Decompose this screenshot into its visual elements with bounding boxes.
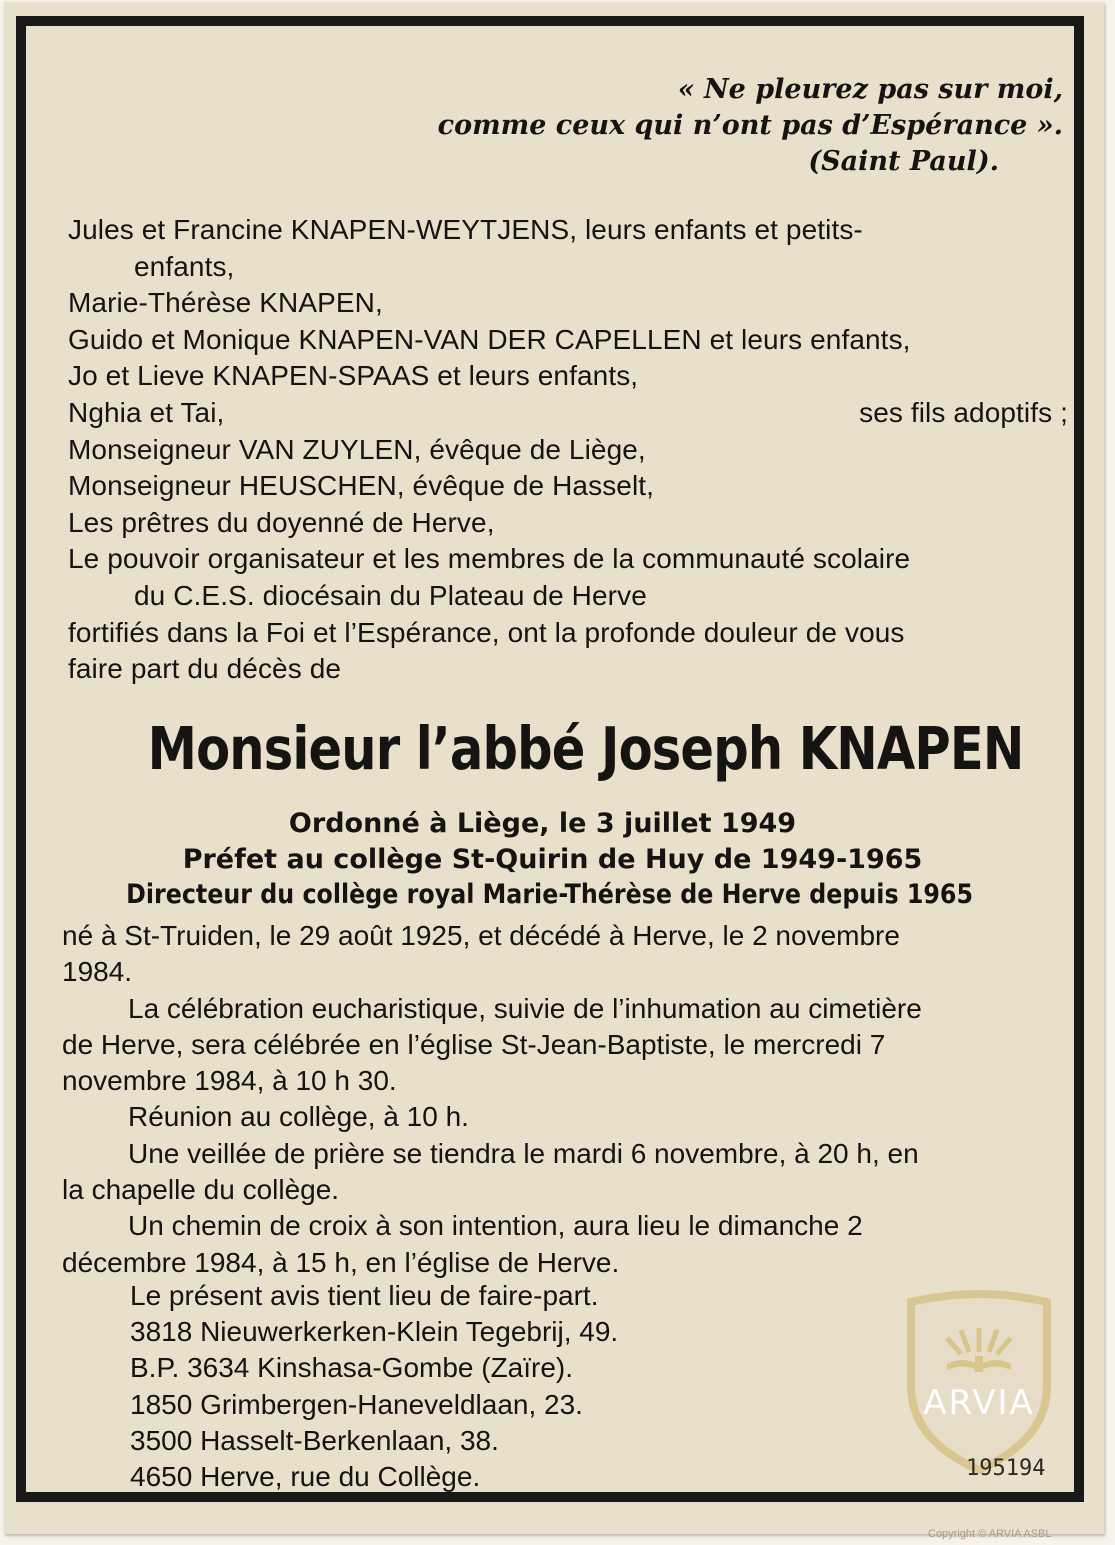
adopted-sons-label: ses fils adoptifs ;: [859, 396, 1068, 428]
family-line: Monseigneur VAN ZUYLEN, évêque de Liège,: [68, 433, 646, 465]
title-ordination: Ordonné à Liège, le 3 juillet 1949: [288, 808, 797, 839]
detail-line: Un chemin de croix à son intention, aura lieu le dimanche 2: [128, 1210, 863, 1242]
family-line: Guido et Monique KNAPEN-VAN DER CAPELLEN et leurs enfants,: [68, 323, 911, 355]
family-line: Les prêtres du doyenné de Herve,: [68, 506, 495, 538]
quote-line-2: comme ceux qui n’ont pas d’Espérance ».: [437, 110, 1063, 141]
address-line: B.P. 3634 Kinshasa-Gombe (Zaïre).: [130, 1352, 574, 1384]
address-list: [130, 1278, 618, 1495]
address-line: 4650 Herve, rue du Collège.: [130, 1461, 481, 1493]
address-line: Le présent avis tient lieu de faire-part.: [130, 1280, 599, 1311]
quote-line-1: « Ne pleurez pas sur moi,: [677, 74, 1063, 105]
detail-line: 1984.: [62, 956, 133, 988]
address-line: 3500 Hasselt-Berkenlaan, 38.: [130, 1424, 499, 1456]
arvia-logo-icon: [903, 1290, 1055, 1474]
address-line: 1850 Grimbergen-Haneveldlaan, 23.: [130, 1388, 583, 1420]
family-list: [68, 212, 1068, 688]
adopted-sons-names: Nghia et Tai,: [68, 396, 225, 428]
epigraph-quote: [438, 72, 1063, 180]
detail-line: la chapelle du collège.: [62, 1174, 340, 1206]
detail-line: La célébration eucharistique, suivie de l’inhumation au cimetière: [128, 992, 922, 1024]
title-director: Directeur du collège royal Marie-Thérèse de Herve depuis 1965: [126, 879, 974, 910]
title-prefect: Préfet au collège St-Quirin de Huy de 1949-1965: [182, 843, 923, 875]
announcement-line: faire part du décès de: [68, 653, 342, 685]
detail-line: Réunion au collège, à 10 h.: [128, 1101, 469, 1133]
family-line: enfants,: [134, 250, 235, 282]
arvia-logo-text: ARVIA: [923, 1383, 1035, 1423]
family-line: Le pouvoir organisateur et les membres de la communauté scolaire: [68, 543, 911, 575]
family-line: [68, 395, 1068, 432]
detail-line: né à St-Truiden, le 29 août 1925, et décédé à Herve, le 2 novembre: [62, 920, 900, 951]
deceased-name: Monsieur l’abbé Joseph KNAPEN: [147, 714, 1024, 783]
reference-number: 195194: [966, 1456, 1046, 1481]
detail-line: Une veillée de prière se tiendra le mardi 6 novembre, à 20 h, en: [128, 1137, 919, 1169]
family-line: Monseigneur HEUSCHEN, évêque de Hasselt,: [68, 470, 655, 502]
family-line: du C.E.S. diocésain du Plateau de Herve: [134, 579, 647, 611]
funeral-details: [62, 918, 1072, 1281]
detail-line: novembre 1984, à 10 h 30.: [62, 1065, 397, 1097]
quote-attribution: (Saint Paul).: [808, 146, 999, 177]
detail-line: de Herve, sera célébrée en l’église St-Jean-Baptiste, le mercredi 7: [62, 1028, 886, 1060]
family-line: Jules et Francine KNAPEN-WEYTJENS, leurs enfants et petits-: [68, 214, 863, 245]
deceased-titles: [0, 806, 1115, 913]
family-line: Jo et Lieve KNAPEN-SPAAS et leurs enfants,: [68, 360, 639, 392]
announcement-line: fortifiés dans la Foi et l’Espérance, ont la profonde douleur de vous: [68, 616, 905, 648]
address-line: 3818 Nieuwerkerken-Klein Tegebrij, 49.: [130, 1316, 619, 1348]
family-line: Marie-Thérèse KNAPEN,: [68, 287, 383, 319]
copyright-watermark: Copyright © ARVIA ASBL: [928, 1528, 1052, 1540]
detail-line: décembre 1984, à 15 h, en l’église de Herve.: [62, 1246, 620, 1278]
